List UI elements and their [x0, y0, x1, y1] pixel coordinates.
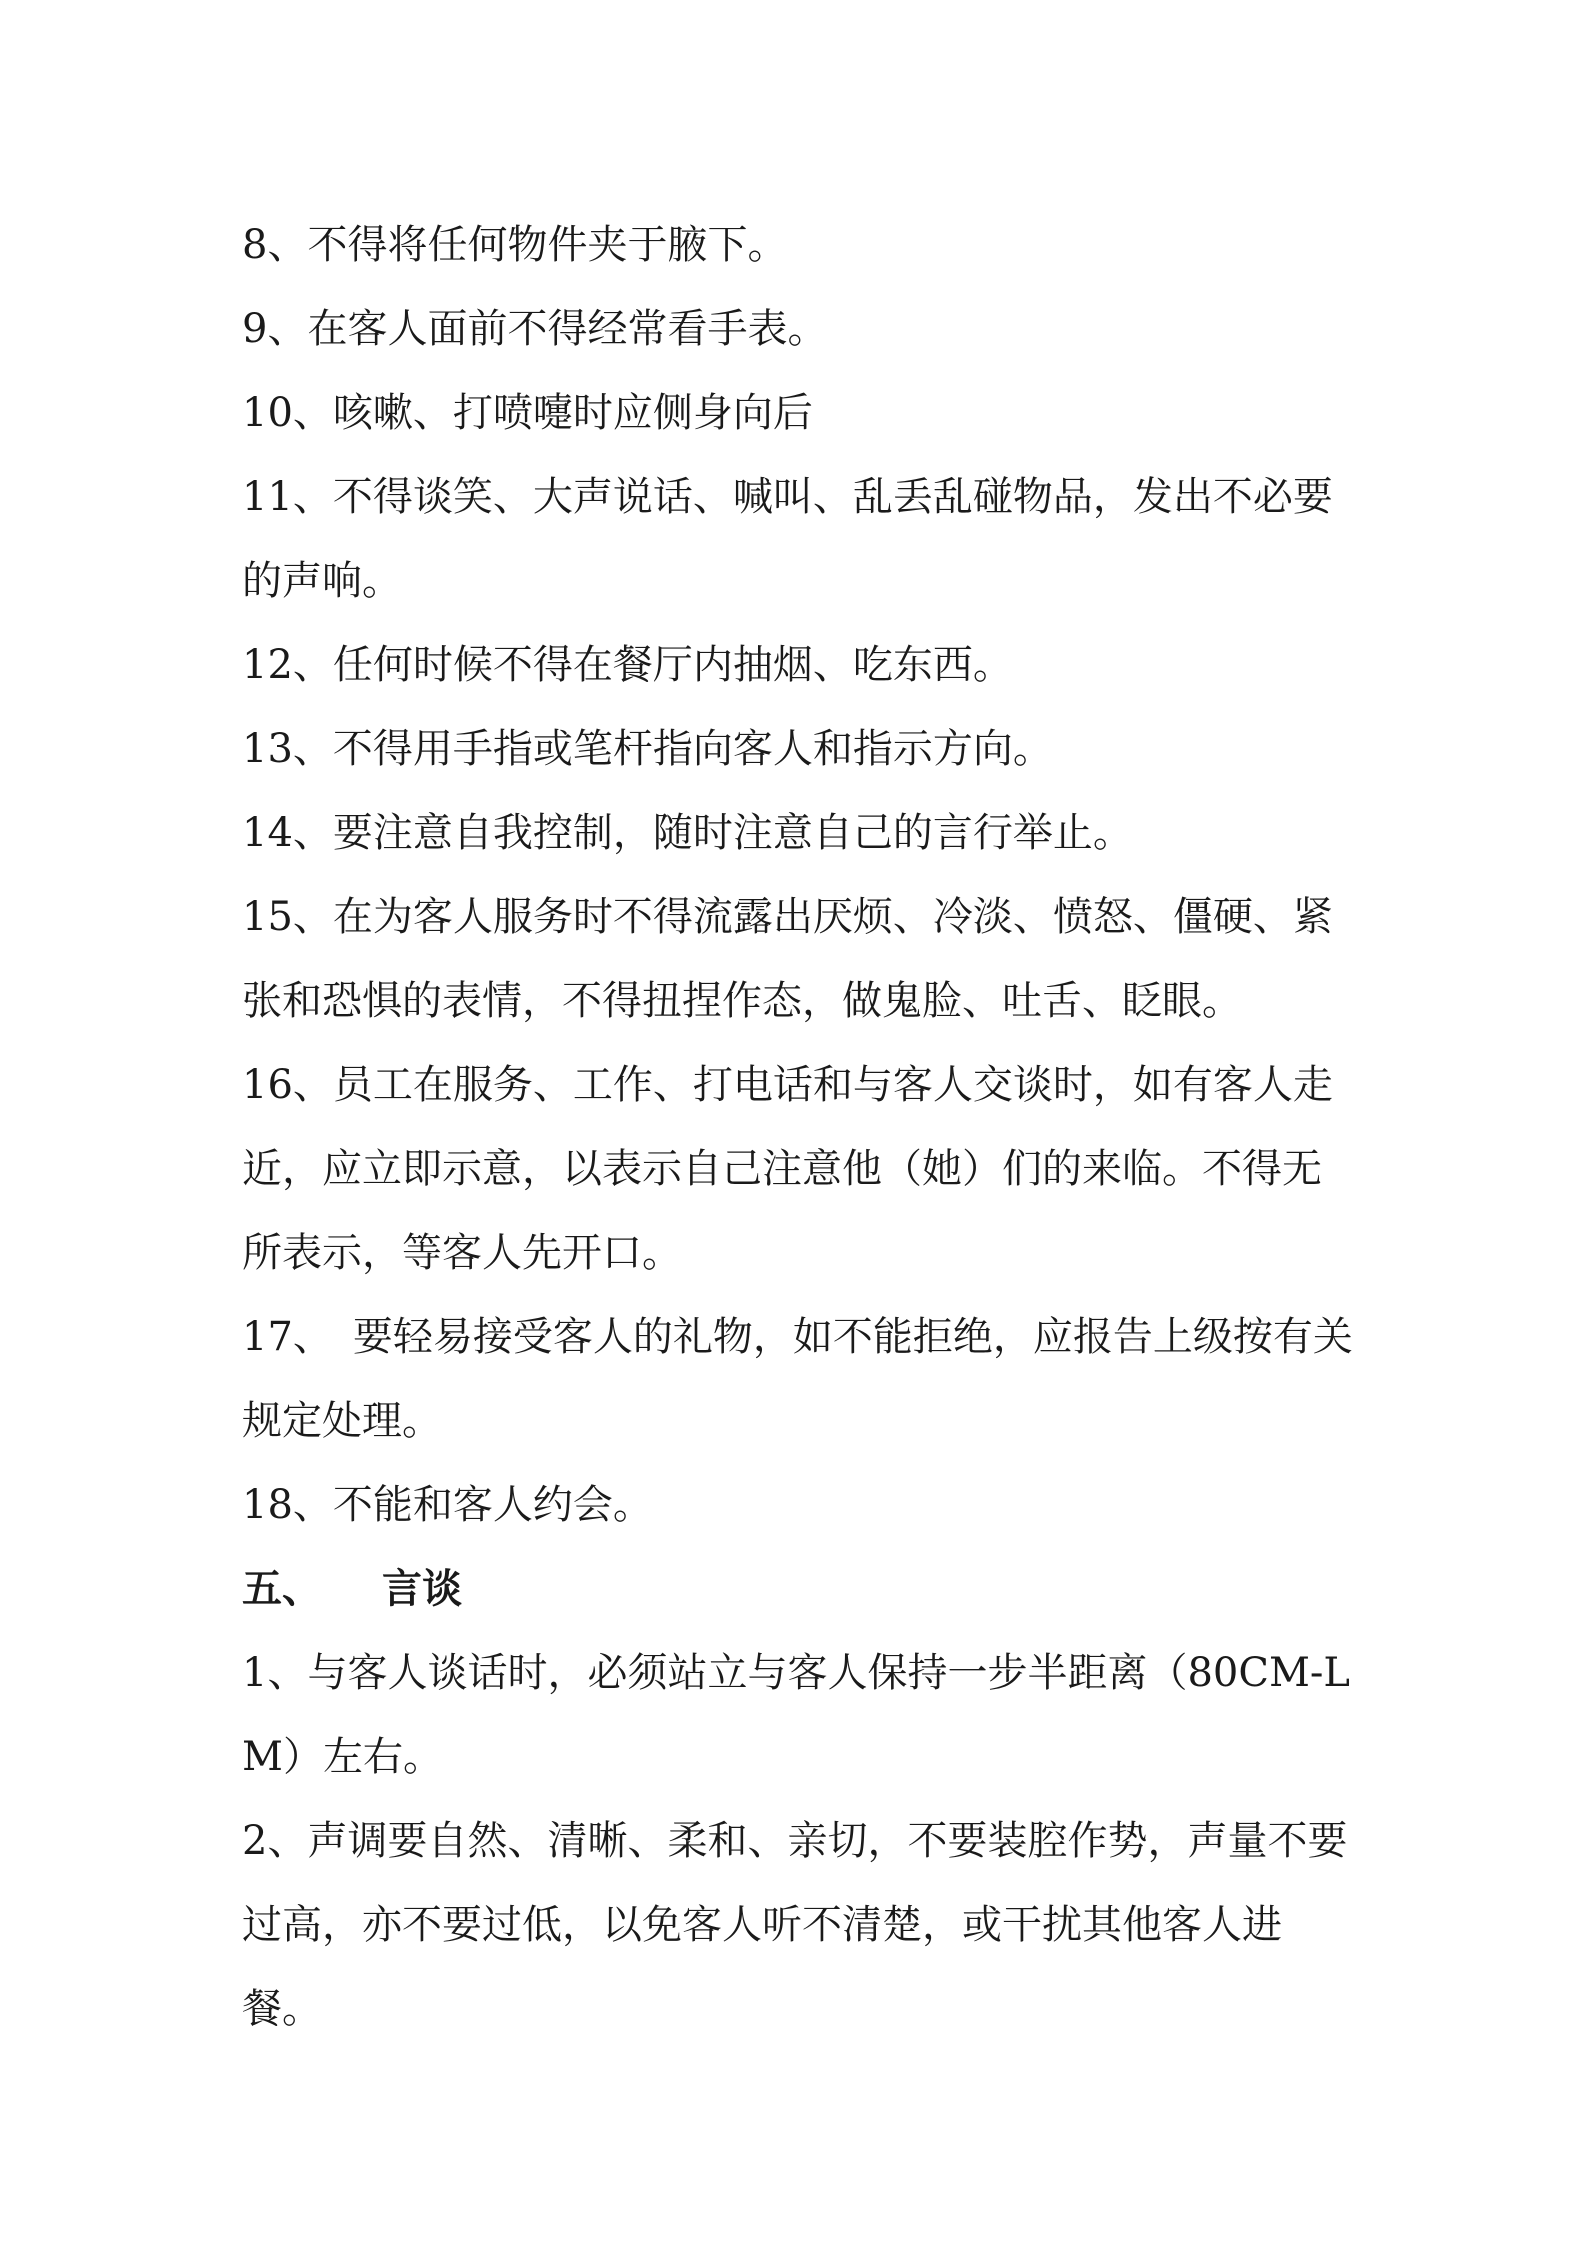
list-item: 10、咳嗽、打喷嚏时应侧身向后	[242, 390, 813, 436]
list-item: 8、不得将任何物件夹于腋下。	[242, 222, 788, 268]
list-item: 17、 要轻易接受客人的礼物，如不能拒绝，应报告上级按有关规定处理。	[242, 1314, 1353, 1444]
list-item: 1、与客人谈话时，必须站立与客人保持一步半距离（80CM-LM）左右。	[242, 1650, 1350, 1780]
list-item: 16、员工在服务、工作、打电话和与客人交谈时，如有客人走近，应立即示意，以表示自己注意他（她）们的来临。不得无所表示，等客人先开口。	[242, 1062, 1333, 1276]
list-item: 18、不能和客人约会。	[242, 1482, 653, 1528]
list-item: 2、声调要自然、清晰、柔和、亲切，不要装腔作势，声量不要过高，亦不要过低，以免客人听不清楚，或干扰其他客人进餐。	[242, 1818, 1348, 2032]
list-item: 11、不得谈笑、大声说话、喊叫、乱丢乱碰物品，发出不必要的声响。	[242, 474, 1333, 604]
list-item: 12、任何时候不得在餐厅内抽烟、吃东西。	[242, 642, 1013, 688]
section-heading: 五、 言谈	[242, 1565, 462, 1612]
document-body	[242, 203, 1360, 2051]
list-item: 15、在为客人服务时不得流露出厌烦、冷淡、愤怒、僵硬、紧张和恐惧的表情，不得扭捏作态，做鬼脸、吐舌、眨眼。	[242, 894, 1333, 1024]
list-item: 14、要注意自我控制，随时注意自己的言行举止。	[242, 810, 1133, 856]
list-item: 13、不得用手指或笔杆指向客人和指示方向。	[242, 726, 1053, 772]
list-item: 9、在客人面前不得经常看手表。	[242, 306, 828, 352]
